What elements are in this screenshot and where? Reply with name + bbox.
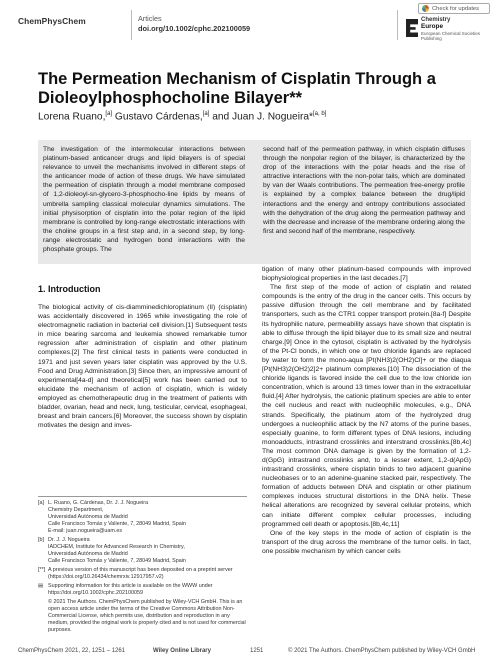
author-affiliation: [a] [105, 111, 113, 117]
author-name[interactable]: Gustavo Cárdenas, [112, 111, 203, 123]
author-name[interactable]: and Juan J. Nogueira* [209, 111, 314, 123]
paragraph: tigation of many other platinum-based compounds with improved biophysiological properties in the last decades.[7] [262, 266, 471, 283]
footer-copyright: © 2021 The Authors. ChemPhysChem published by Wiley-VCH GmbH [288, 648, 476, 654]
footnote-text: © 2021 The Authors. ChemPhysChem published by Wiley-VCH GmbH. This is an open access article under the terms of the Creative Commons Attribution Non-Commercial License, which permits use, distribution and reproduction in any medium, provided the original work is properly cited and is not used for commercial purposes. [48, 599, 246, 633]
abstract-box [38, 140, 471, 264]
footnote-tag: [b] [38, 537, 44, 543]
abstract-right-column: second half of the permeation pathway, in which cisplatin diffuses through the nonpolar region of the bilayer, is characterized by the drop of the interactions with the polar heads and the rise of attractive interactions with the non-polar tails, which are dominated by van der Waals contributions. The permeation free-energy profile is explained by a complex balance between the drug/lipid interactions and the energy and entropy contributions associated with the dehydration of the drug along the permeation pathway and with the decrease and increase of the membrane ordering along the first and second half of the membrane, respectively. [263, 146, 465, 235]
paragraph: The biological activity of cis-diamminedichloroplatinum (II) (cisplatin) was accidentally discovered in 1965 while investigating the role of electromagnetic radiation in bacterial cell division.[1] Subsequent tests in mice bearing sarcoma and leukemia showed remarkable tumor regression after administration of cisplatin and other platinum complexes.[2] The first clinical tests in patients were conducted in 1971 and just seven years later cisplatin was approved by the U.S. Food and Drug Administration.[3] Since then, an impressive amount of experimental[4a-d] and theoretical[5] work has been carried out to elucidate the mechanism of action of cisplatin, which is widely employed as chemotherapeutic drug in the treatment of patients with bladder, ovarian, head and neck, lung, testicular, cervical, esophageal, breast and brain cancers.[6] Moreover, the success shown by cisplatin motivates the design and inves- [38, 304, 247, 430]
section-heading: 1. Introduction [38, 284, 101, 294]
publisher-line1: Chemistry [421, 17, 451, 23]
article-title: The Permeation Mechanism of Cisplatin Through a Dioleoylphosphocholine Bilayer** [38, 70, 436, 107]
copyright-icon [38, 599, 48, 634]
author-name[interactable]: Lorena Ruano, [38, 111, 106, 123]
article-type: Articles [138, 14, 162, 23]
footer-wiley-link[interactable]: Wiley Online Library [153, 648, 211, 654]
body-left-column [38, 303, 247, 430]
footnote-tag: [a] [38, 500, 44, 506]
author-affiliation: [a, b] [313, 111, 327, 117]
chemistry-europe-logo-icon [406, 19, 418, 37]
footnote-text[interactable]: Supporting information for this article is available on the WWW under https://doi.org/10.1002/cphc.202100059 [48, 583, 213, 596]
header-divider [131, 10, 132, 40]
publisher-line2: Europe [421, 23, 444, 30]
footnote-text[interactable]: A previous version of this manuscript has been deposited on a preprint server (https://doi.org/10.26434/chemrxiv.12917957.v2) [48, 567, 233, 580]
publisher-logo [406, 17, 490, 45]
publisher-line3: European Chemical Societies Publishing [421, 31, 481, 41]
page-number: 1251 [250, 648, 264, 654]
author-list [38, 111, 468, 122]
footnote [38, 567, 247, 581]
body-right-column [262, 265, 471, 556]
header-divider-right [397, 10, 398, 40]
footnote-text: L. Ruano, G. Cárdenas, Dr. J. J. Nogueira Chemistry Department, Universidad Autónoma de Madrid Calle Francisco Tomás y Valiente, 7, 28049 Madrid, Spain E-mail: juan.nogueira@uam.es [48, 500, 186, 534]
footnote [38, 537, 247, 565]
check-updates-label: Check for updates [432, 5, 480, 12]
paragraph: The first step of the mode of action of cisplatin and related compounds is the entry of the drug in the cancer cells. This occurs by passive diffusion through the cell membrane and by facilitated transporters, such as the CTR1 copper transport protein.[8a-f] Despite its hydrophilic nature, permeability assays have shown that cisplatin is able to diffuse through the lipid bilayer due to its small size and neutral charge.[9] Once in the cytosol, cisplatin is activated by the hydrolysis of the Pt-Cl bonds, in which one or two chloride ligands are replaced by water to form the mono-aqua [Pt(NH3)2(OH2)Cl]+ or the diaqua [Pt(NH3)2(OH2)2]2+ platinum complexes.[10] The dissociation of the chloride ligands is favored inside the cell due to the low chloride ion concentration, which is around 13 times lower than in the extracellular fluid.[4] After hydrolysis, the cationic platinum species are able to enter the cell nucleus and react with nucleophilic molecules, e.g., DNA strands. Specifically, the platinum atom of the hydrolyzed drug undergoes a nucleophilic attack by the N7 atoms of the purine bases, especially guanine, to form different types of DNA lesions, including monoadducts, intrastrand crosslinks and interstrand crosslinks.[8b,4c] The most common DNA damage is given by the formation of 1,2-d(GpG) intrastrand crosslinks and, to a lesser extent, 1,2-d(ApG) intrastrand crosslinks, where cisplatin binds to two adjacent guanine nucleobases or to an adenine-guanine stacked pair, respectively. The formation of adducts between DNA and cisplatin or other platinum complexes induces structural distortions in the DNA helix. These helical alterations are recognized by several cellular proteins, which can initiate different complex cellular processes, including programmed cell death or apoptosis.[8b,4c,11] [262, 284, 471, 528]
journal-name: ChemPhysChem [18, 16, 86, 26]
crossmark-icon [422, 5, 429, 12]
author-affiliation: [a] [202, 111, 210, 117]
footnote [38, 583, 247, 597]
footnote-tag: [**] [38, 567, 46, 573]
footnote-text: Dr. J. J. Nogueira IADCHEM, Institute for Advanced Research in Chemistry, Universidad Autónoma de Madrid Calle Francisco Tomás y Valiente, 7, 28049 Madrid, Spain [48, 537, 186, 564]
footer-citation: ChemPhysChem 2021, 22, 1251 – 1261 [18, 648, 126, 654]
supporting-info-icon: ▤ [38, 583, 44, 589]
footnote [38, 500, 247, 535]
doi-link[interactable]: doi.org/10.1002/cphc.202100059 [138, 24, 251, 33]
footnotes [38, 500, 247, 636]
abstract-left-column: The investigation of the intermolecular interactions between platinum-based anticancer drugs and lipid bilayers is of special relevance to unveil the mechanisms involved in different steps of the anticancer mode of action of these drugs. We have simulated the permeation of cisplatin through a model membrane composed of 1,2-dioleoyl-sn-glycero-3-phosphocho-line lipids by means of umbrella sampling classical molecular dynamics simulations. The initial physisorption of cisplatin into the polar region of the lipid membrane is controlled by long-range electrostatic interactions with the choline groups in a first step and, in a second step, by long-range electrostatic and hydrogen bond interactions with the phosphate groups. The [43, 146, 245, 254]
footnote [38, 599, 247, 634]
paragraph: One of the key steps in the mode of action of cisplatin is the transport of the drug across the membrane of the tumor cells. In fact, one possible mechanism by which cancer cells [262, 529, 471, 555]
footnote-divider [38, 496, 247, 497]
check-updates-button[interactable] [418, 3, 490, 14]
